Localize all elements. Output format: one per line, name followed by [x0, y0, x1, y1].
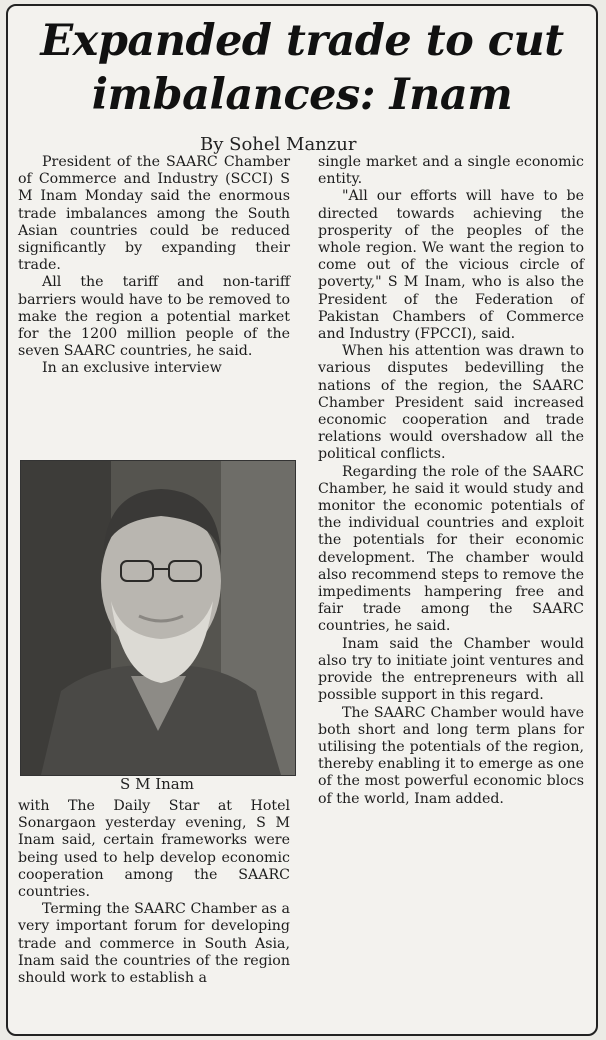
- paragraph: In an exclusive interview: [42, 360, 222, 377]
- column-1-bottom: [18, 798, 290, 987]
- photo-caption: S M Inam: [120, 775, 194, 793]
- headline-line-2: imbalances: Inam: [91, 70, 513, 120]
- paragraph: Inam said the Chamber would also try to initiate joint ventures and provide the entrepreneurs with all possible support in this regard.: [318, 635, 584, 704]
- paragraph: The SAARC Chamber would have both short and long term plans for utilising the potentials of the region, thereby enabling it to emerge as one of the most powerful economic blocs of the world, Inam added.: [318, 704, 584, 807]
- paragraph: Terming the SAARC Chamber as a very important forum for developing trade and commerce in South Asia, Inam said the countries of the region should work to establish a: [18, 901, 290, 987]
- column-1-top: [18, 154, 290, 378]
- paragraph: President of the SAARC Chamber of Commerce and Industry (SCCI) S M Inam Monday said the enormous trade imbalances among the South Asian countries could be reduced significantly by expanding their trade.: [18, 154, 290, 274]
- headline: [8, 14, 596, 122]
- byline: By Sohel Manzur: [200, 134, 357, 155]
- paragraph: All the tariff and non-tariff barriers would have to be removed to make the region a potential market for the 1200 million people of the seven SAARC countries, he said.: [18, 274, 290, 360]
- paragraph: When his attention was drawn to various disputes bedevilling the nations of the region, the SAARC Chamber President said increased economic cooperation and trade relations would overshadow all the political conflicts.: [318, 343, 584, 463]
- column-2: [318, 154, 584, 808]
- portrait-illustration: [21, 461, 295, 775]
- paragraph: "All our efforts will have to be directed towards achieving the prosperity of the peoples of the whole region. We want the region to come out of the vicious circle of poverty," S M Inam, who is also the President of the Federation of Pakistan Chambers of Commerce and Industry (FPCCI), said.: [318, 188, 584, 343]
- paragraph: with The Daily Star at Hotel Sonargaon yesterday evening, S M Inam said, certain frameworks were being used to help develop economic cooperation among the SAARC countries.: [18, 798, 290, 901]
- paragraph: Regarding the role of the SAARC Chamber, he said it would study and monitor the economic potentials of the individual countries and exploit the potentials for their economic development. The chamber would also recommend steps to remove the impediments hampering free and fair trade among the SAARC countries, he said.: [318, 463, 584, 635]
- portrait-photo: [20, 460, 296, 776]
- headline-line-1: Expanded trade to cut: [40, 16, 564, 66]
- paragraph: single market and a single economic entity.: [318, 154, 584, 188]
